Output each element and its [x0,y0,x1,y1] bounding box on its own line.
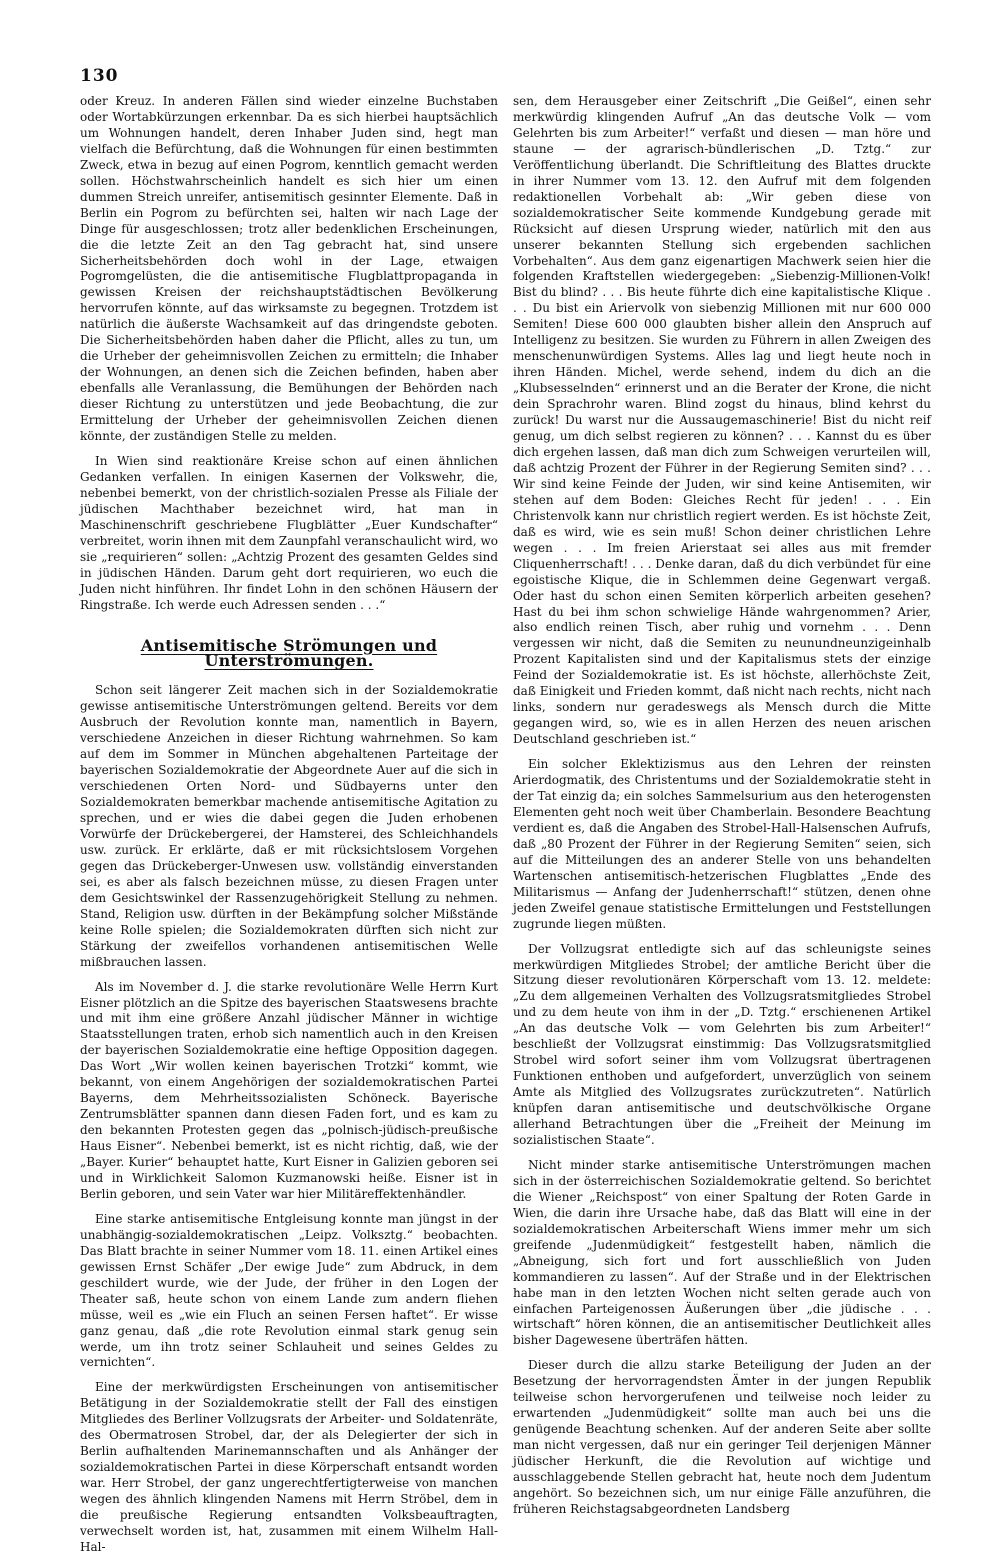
left-column [80,94,498,1554]
paragraph: sen, dem Herausgeber einer Zeitschrift „Die Geißel“, einen sehr merkwürdig klingenden Aufruf „An das deutsche Volk — vom Gelehrten bis zum Arbeiter!“ verfaßt und diesen — man höre und staune — der agrarisch-bündlerischen „D. Tztg.“ zur Veröffentlichung überlandt. Die Schriftleitung des Blattes druckte in ihrer Nummer vom 13. 12. den Aufruf mit dem folgenden redaktionellen Vorbehalt ab: „Wir geben diese von sozialdemokratischer Seite kommende Kundgebung gerade mit Rücksicht auf diesen Ursprung wieder, natürlich mit den aus unserer bekannten Stellung sich ergebenden sachlichen Vorbehalten“. Aus dem ganz eigenartigen Machwerk seien hier die folgenden Kraftstellen wiedergegeben: „Siebenzig-Millionen-Volk! Bist du blind? . . . Bis heute führte dich eine kapitalistische Klique . . . Du bist ein Ariervolk von siebenzig Millionen mit nur 600 000 Semiten! Diese 600 000 glaubten bisher allein den Anspruch auf Intelligenz zu besitzen. Sie wurden zu Führern in allen Zweigen des menschenunwürdigen Systems. Alles lag und liegt heute noch in ihren Händen. Michel, werde sehend, indem du dich an die „Klubsesselnden“ erinnerst und an die Berater der Krone, die nicht dein Sprachrohr waren. Blind zogst du hinaus, blind kehrst du zurück! Du warst nur die Aussaugemaschinerie! Bist du nicht reif genug, um dich selbst regieren zu können? . . . Kannst du es über dich ergehen lassen, daß man dich zum Schweigen verurteilen will, daß achtzig Prozent der Führer in der Regierung Semiten sind? . . . Wir sind keine Feinde der Juden, wir sind keine Antisemiten, wir stehen auf dem Boden: Gleiches Recht für jeden! . . . Ein Christenvolk kann nur christlich regiert werden. Es ist höchste Zeit, daß es wird, wie es sein muß! Schon deiner christlichen Lehre wegen . . . Im freien Arierstaat sei alles aus mit fremder Cliquenherrschaft! . . . Denke daran, daß du dich verbündet für eine egoistische Klique, die in Schlemmen deine Gegenwart vergaß. Oder hast du schon einen Semiten körperlich arbeiten gesehen? Hast du bei ihm schon schwielige Hände wahrgenommen? Arier, also endlich reinen Tisch, aber ruhig und vornehm . . . Denn vergessen wir nicht, daß die Semiten zu neunundneunzigeinhalb Prozent Kapitalisten sind und der Kapitalismus stets der einzige Feind der Sozialdemokratie ist. Es ist höchste, allerhöchste Zeit, daß Einigkeit und Frieden kommt, daß nicht nach rechts, nicht nach links, sondern nur geradeswegs als Mensch durch die Mitte gegangen wird, so, wie es in allen Herzen des neuen arischen Deutschland geschrieben ist.“ [513,94,931,747]
right-column [513,94,931,1516]
section-heading: Antisemitische Strömungen und Unterströmungen. [140,635,438,671]
paragraph: Eine der merkwürdigsten Erscheinungen von antisemitischer Betätigung in der Sozialdemokratie stellt der Fall des einstigen Mitgliedes des Berliner Vollzugsrats der Arbeiter- und Soldatenräte, des Obermatrosen Strobel, dar, der als Delegierter der sich in Berlin aufhaltenden Marinemannschaften und als Anhänger der sozialdemokratischen Partei in diese Körperschaft entsandt worden war. Herr Strobel, der ganz ungerechtfertigterweise von manchen wegen des ähnlich klingenden Namens mit Herrn Ströbel, dem in die preußische Regierung entsandten Volksbeauftragten, verwechselt worden ist, hat, zusammen mit einem Wilhelm Hall-Hal- [80,1380,498,1554]
paragraph: Nicht minder starke antisemitische Unterströmungen machen sich in der österreichischen Sozialdemokratie geltend. So berichtet die Wiener „Reichspost“ von einer Spaltung der Roten Garde in Wien, die darin ihre Ursache habe, daß das Blatt will eine in der sozialdemokratischen Arbeiterschaft Wiens immer mehr um sich greifende „Judenmüdigkeit“ festgestellt haben, nämlich die „Abneigung, sich fort und fort ausschließlich von Juden kommandieren zu lassen“. Auf der Straße und in der Elektrischen habe man in den letzten Wochen nicht selten gerade auch von einfachen Parteigenossen Äußerungen über „die jüdische . . . wirtschaft“ hören können, die an antisemitischer Deutlichkeit alles bisher Dagewesene überträfen hätten. [513,1157,931,1348]
paragraph: Ein solcher Eklektizismus aus den Lehren der reinsten Arierdogmatik, des Christentums und der Sozialdemokratie steht in der Tat einzig da; ein solches Sammelsurium aus den heterogensten Elementen geht noch weit über Chamberlain. Besondere Beachtung verdient es, daß die Angaben des Strobel-Hall-Halsenschen Aufrufs, daß „80 Prozent der Führer in der Regierung Semiten“ seien, sich auf die Mitteilungen des an anderer Stelle von uns behandelten Wartenschen antisemitisch-hetzerischen Flugblattes „Ende des Militarismus — Anfang der Judenherrschaft!“ stützen, denen ohne jeden Zweifel genaue statistische Ermittelungen und Feststellungen zugrunde liegen müßten. [513,757,931,931]
paragraph: Als im November d. J. die starke revolutionäre Welle Herrn Kurt Eisner plötzlich an die Spitze des bayerischen Staatswesens brachte und mit ihm eine größere Anzahl jüdischer Männer in wichtige Staatsstellungen traten, erhob sich namentlich auch in den Kreisen der bayerischen Sozialdemokratie eine heftige Opposition dagegen. Das Wort „Wir wollen keinen bayerischen Trotzki“ kommt, wie bekannt, von einem Angehörigen der sozialdemokratischen Partei Bayerns, dem Mehrheitssozialisten Schöneck. Bayerische Zentrumsblätter spannen dann diesen Faden fort, und es kam zu den bekannten Protesten gegen das „polnisch-jüdisch-preußische Haus Eisner“. Nebenbei bemerkt, ist es nicht richtig, daß, wie der „Bayer. Kurier“ behauptet hatte, Kurt Eisner in Galizien geboren sei und in Wirklichkeit Salomon Kuzmanowski heiße. Eisner ist in Berlin geboren, und sein Vater war hier Militäreffektenhändler. [80,979,498,1201]
paragraph: oder Kreuz. In anderen Fällen sind wieder einzelne Buchstaben oder Wortabkürzungen erkennbar. Da es sich hierbei hauptsächlich um Wohnungen handelt, deren Inhaber Juden sind, hegt man vielfach die Befürchtung, daß die Wohnungen für einen bestimmten Zweck, etwa in bezug auf einen Pogrom, kenntlich gemacht werden sollen. Höchstwahrscheinlich handelt es sich hier um einen dummen Streich unreifer, antisemitisch gesinnter Elemente. Daß in Berlin ein Pogrom zu befürchten sei, halten wir nach Lage der Dinge für ausgeschlossen; trotz aller bedenklichen Erscheinungen, die die letzte Zeit an den Tag gebracht hat, sind unsere Sicherheitsbehörden doch wohl in der Lage, etwaigen Pogromgelüsten, die die antisemitische Flugblattpropaganda in gewissen Kreisen der reichshauptstädtischen Bevölkerung hervorrufen könnte, auf das wirksamste zu begegnen. Trotzdem ist natürlich die äußerste Wachsamkeit auf das dringendste geboten. Die Sicherheitsbehörden haben daher die Pflicht, alles zu tun, um die Urheber der geheimnisvollen Zeichen zu ermitteln; die Inhaber der Wohnungen, an denen sich die Zeichen befinden, haben aber ebenfalls alle Veranlassung, die Bemühungen der Behörden nach dieser Richtung zu unterstützen und jede Beobachtung, die zur Ermittelung der Urheber der geheimnisvollen Zeichen dienen könnte, der zuständigen Stelle zu melden. [80,94,498,444]
paragraph: Der Vollzugsrat entledigte sich auf das schleunigste seines merkwürdigen Mitgliedes Strobel; der amtliche Bericht über die Sitzung dieser revolutionären Körperschaft vom 13. 12. meldete: „Zu dem allgemeinen Verhalten des Vollzugsratsmitgliedes Strobel und zu dem heute von ihm in der „D. Tztg.“ erschienenen Artikel „An das deutsche Volk — vom Gelehrten bis zum Arbeiter!“ beschließt der Vollzugsrat einstimmig: Das Vollzugsratsmitglied Strobel wird sofort seiner ihm vom Vollzugsrat übertragenen Funktionen enthoben und aufgefordert, unverzüglich von seinem Amte als Mitglied des Vollzugsrates zurückzutreten“. Natürlich knüpfen daran antisemitische und deutschvölkische Organe allerhand Betrachtungen über die „Freiheit der Meinung im sozialistischen Staate“. [513,941,931,1147]
paragraph: Eine starke antisemitische Entgleisung konnte man jüngst in der unabhängig-sozialdemokratischen „Leipz. Volksztg.“ beobachten. Das Blatt brachte in seiner Nummer vom 18. 11. einen Artikel eines gewissen Ernst Schäfer „Der ewige Jude“ zum Abdruck, in dem geschildert wurde, wie der Jude, der früher in den Logen der Theater saß, heute schon von einem Lande zum andern fliehen müsse, weil es „wie ein Fluch an seinen Fersen haftet“. Er wisse ganz genau, daß „die rote Revolution einmal stark genug sein werde, um ihn trotz seiner Schlauheit und seines Geldes zu vernichten“. [80,1211,498,1370]
paragraph: Schon seit längerer Zeit machen sich in der Sozialdemokratie gewisse antisemitische Unterströmungen geltend. Bereits vor dem Ausbruch der Revolution konnte man, namentlich in Bayern, verschiedene Anzeichen in dieser Richtung wahrnehmen. So kam auf dem im Sommer in München abgehaltenen Parteitage der bayerischen Sozialdemokratie der Abgeordnete Auer auf die sich in verschiedenen Orten Nord- und Südbayerns unter den Sozialdemokraten bemerkbar machende antisemitische Agitation zu sprechen, und er wies die dabei gegen die Juden erhobenen Vorwürfe der Drückebergerei, der Hamsterei, des Schleichhandels usw. zurück. Er erklärte, daß er mit rücksichtslosem Vorgehen gegen das Drückeberger-Unwesen usw. vollständig einverstanden sei, es aber als falsch bezeichnen müsse, zu diesen Fragen unter dem Gesichtswinkel der Rassenzugehörigkeit Stellung zu nehmen. Stand, Religion usw. dürften in der Bekämpfung solcher Mißstände keine Rolle spielen; die Sozialdemokraten dürften sich nicht zur Stärkung der zweifellos vorhandenen antisemitischen Welle mißbrauchen lassen. [80,683,498,969]
paragraph: In Wien sind reaktionäre Kreise schon auf einen ähnlichen Gedanken verfallen. In einigen Kasernen der Volkswehr, die, nebenbei bemerkt, von der christlich-sozialen Presse als Filiale der jüdischen Machthaber bezeichnet wird, hat man in Maschinenschrift geschriebene Flugblätter „Euer Kundschafter“ verbreitet, worin ihnen mit dem Zaunpfahl veranschaulicht wird, wo sie „requirieren“ sollen: „Achtzig Prozent des gesamten Geldes sind in jüdischen Händen. Darum geht dort requirieren, wo euch die Juden nicht hinführen. Ihr findet Lohn in den schönen Häusern der Ringstraße. Ich werde euch Adressen senden . . .“ [80,453,498,612]
left-column-section-text [80,683,498,1556]
paragraph: Dieser durch die allzu starke Beteiligung der Juden an der Besetzung der hervorragendsten Ämter in der jungen Republik teilweise schon hervorgerufenen und teilweise noch leider zu erwartenden „Judenmüdigkeit“ sollte man auch bei uns die genügende Beachtung schenken. Auf der anderen Seite aber sollte man nicht vergessen, daß nur ein geringer Teil derjenigen Männer jüdischer Herkunft, die die Revolution auf wichtige und ausschlaggebende Stellen gebracht hat, heute noch dem Judentum angehört. So bezeichnen sich, um nur einige Fälle anzuführen, die früheren Reichstagsabgeordneten Landsberg [513,1358,931,1516]
page-number: 130 [80,66,119,86]
left-column-top-text [80,94,498,614]
